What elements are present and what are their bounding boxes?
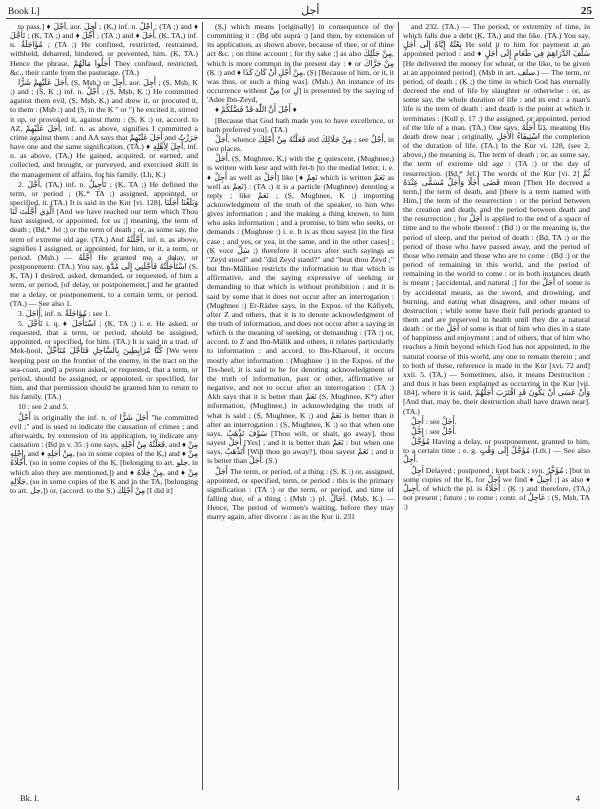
header-root-word: أجل — [301, 5, 320, 17]
running-header — [6, 4, 594, 19]
entry-paragraph: مُؤَجَّلٌ Having a delay, or postponement, granted to him, to a certain time ; e. g. مُؤَجَّلٌ إِلَى وَقْتٍ (Lth.) — See also أَجِلٌ. — [403, 437, 590, 465]
entry-paragraph: (Ṣ,) which means [originally] in consequence of thy committing it : (Bḍ ubi suprà :) [and then, by extension of its application, as shown above, because of thee, or of thine act &c. ; on thine account ; for thy sake ;] as also مِنْ جَلَلِكَ, which is more common in the present day : ♦ or مِنْ جَرَّاكَ (Ḳ :) and ♦ مِنْ أَجْلِ أَنْ كَانَ كَذَا, (Ṣ) [Because of him, or it, it was thus, or such a thing was]. (Mṣb.) An instance of its occurrence without مِنْ [or لِ] is presented by the saying of 'Adee Ibn-Zeyd, — [207, 22, 394, 105]
entry-paragraph: أَجَلٌ The term, or period, of a thing : (Ṣ, Ḳ :) or, assigned, appointed, or specified, term, or period : this is the primary signification : (TA :) or the term, or period, and time of falling due, of a thing : (Mṣb :) pl. آجَالٌ. (Mṣb, Ḳ.) — Hence, The period of women's waiting, before they may marry again, after divorce : as in the Ḳur ii. 231 — [207, 466, 394, 522]
entry-paragraph: [Because that God hath made you to have excellence, or hath preferred you]. (TA.) — [207, 115, 394, 134]
column-middle — [202, 22, 398, 790]
page-footer — [6, 793, 594, 803]
signature-number: 4 — [575, 793, 580, 803]
entry-paragraph: 5. تَأَجَّلَ i. q. ♦ اسْتَأْجَلَ ; (Ḳ, TA ;) i. e. He asked, or requested, that a term, or period, should be assigned, appointed, or specified, for him. (TA.) It is said in a trad. of Mek-ḥool, كُنَّا مُرَابِطِينَ بِالسَّاحِلِ فَتَأَجَّلَ مُتَأَجِّلٌ [We were keeping post on the frontier of the enemy, in the tract on the sea-coast, and] a person asked, or requested, that a term, or period, should be assigned, or appointed, or specified, for him, and that permission should be granted him to return to his family. (TA.) — [10, 319, 198, 402]
entry-paragraph: أَجِلٌ : see أَجَلْ. — [411, 416, 457, 426]
entry-paragraph: to pass.] ♦ أَجْلَ, aor. أَجِلَ ; (Ḳ,) inf. n. أَجْلٌ ; (TA ;) and ♦ تَأَجَّلَ ; (Ḳ, TA ;) and ♦ أُجِّلَ ; (TA ;) and ♦ أَجَلَ, (Ḳ, TA,) inf. n. مُؤَاجَلَةٌ ; (TA ;) He confined, restricted, restrained, withheld, debarred, hindered, or prevented, him. (Ḳ, TA.) Hence the phrase, أَجَلُوا مَالَهُمْ They confined, restricted, &c., their cattle from the pasturage. (TA.) — [10, 22, 198, 77]
header-book: Book I.] — [8, 7, 40, 17]
entry-paragraph: أَجَلَ عَلَيْهِمْ شَرًّا, (Ṣ, Mṣb,) or أَجِلَ, aor. أَجِلَ ; (Ṣ, Mṣb, Ḳ ;) and ; (Ṣ, Ḳ ;) inf. n. أَجْلٌ ; (Ṣ, Mṣb, Ḳ ;) He committed against them evil, (Ṣ, Mṣb, Ḳ,) and drew it, or procured it, to them : (Mṣb :) and (Ṣ, in the Ḳ " or ") he excited it, stirred it up, or provoked it, against them : (Ṣ, Ḳ :) or, accord. to AZ, أَجَلَ عَلَيْهِمْ, inf. n. as above, signifies I committed a crime against them : and AA says that أَجَلَ عَلَيْهِمْ and جَرَرْتُ have one and the same signification. (TA.) ♦ أَجِلَ لِأَهْلِهِ, inf. n. as above, (TA,) He gained, acquired, or earned, and collected, and brought, or purveyed, and exercised skill in the management of affairs, for his family. (Lh, Ḳ.) — [10, 77, 198, 179]
entry-paragraph: 3. أَاجَلَ, inf. n. مُؤَاجَلَةٌ : see 1. — [18, 308, 111, 318]
column-left — [6, 22, 202, 790]
entry-paragraph: and 232. (TA.) — The period, or extremity of time, in which falls due a debt (Ḳ, TA,) and the like. (TA.) You say, بِعْتُهُ إِيَّاهُ إِلَى أَجَلٍ He sold it to him for payment at an appointed period : and ♦ سَلَّفَ الدَّرَاهِمَ فِي طَعَامٍ إِلَى أَجَلٍ [He delivered the money for wheat, or the like, to be given at an appointed period]. (Mṣb in art. سلف.) — The term, or period, of death ; (Ḳ ;) the time in which God has eternally decreed the end of life by slaughter or otherwise : or, as some say, the whole duration of life : and its end : a man's life is the term of death : and death is the point at which it terminates : (Kull p. 17 :) the assigned, or appointed, period of the life of a man. (TA.) One says, دَنَا أَجَلُهُ, meaning His death drew near ; originally, اسْتِيفَاءُ الأَجَلِ the completion of the duration of life. (TA.) In the Ḳur vi. 128, (see 2, above,) the meaning is, The term of death ; or, as some say, the term of extreme old age : (TA :) or the day of resurrection. (Bḍ,* Jel.) The words of the Ḳur [vi. 2] ثُمَّ قَضَى أَجَلًا وَأَجَلٌ مُسَمًّى عِنْدَهُ mean [Then He decreed a term,] the term of death, and [there is a term named with Him,] the term of the resurrection : or the period between the creation and death, and the period between death and the resurrection ; for أَجَلٌ is applied to the end of a space of time and to the whole thereof : (Bḍ :) or the meaning is, the period of sleep, and the period of death : (Bḍ, TA :) or the period of those who have passed away, and the period of those who remain and those who are to come : (Bḍ :) or the period of remaining in this world, and the period of remaining in the world to come : or in both instances death is meant ; [accidental, and natural ;] for the أَجَلٌ of some is by accidental means, as the sword, and drowning, and burning, and eating what disagrees, and other means of destruction ; while some have their full periods granted to them and are preserved in health until they die a natural death : or the أَجَلٌ of some is that of him who dies in a state of happiness and enjoyment ; and of others, that of him who reaches a limit beyond which God has not appointed, in the natural course of this world, any one to remain therein ; and to both of these, reference is made in the Ḳur [xvi. 72 and] xxii. 5. (TA.) — Sometimes, also, it means Destruction : and thus it has been explained as occurring in the Ḳur [vii. 184], where it is said, وَأَنْ عَسَى أَنْ يَكُونَ قَدِ اقْتَرَبَ أَجَلُهُمْ [And that, may be, their destruction shall have drawn near]. (TA.) — [403, 22, 591, 416]
entry-paragraph: إِجْلٌ : see أَجْلٌ. — [411, 426, 457, 436]
entry-paragraph: ♦ أَجْلَ أَنَّ اللّٰهَ قَدْ فَضَّلَكُمْ ♦ — [215, 105, 297, 115]
entry-paragraph: 2. أَجَّلَ, (TA,) inf. n. تَأْجِيلٌ ; (Ḳ, TA ;) He defined the term, or period ; (Ḳ,* TA ;) assigned, appointed, or specified, it. (TA.) It is said in the Ḳur [vi. 128], وَبَلَغْنَا أَجَلَنَا الَّذِي أَجَّلْتَ لَنَا [And we have reached our term which Thou hast assigned, or appointed, for us ;] meaning, the term of death ; (Bḍ,* Jel ;) or the term of death ; or, as some say, the term of extreme old age. (TA.) And أَجَّلْتُهُ, inf. n. as above, signifies I assigned, or appointed, for him, or it, a term, or period. (Mṣb.) — أَجَّلَهُ He granted me a delay, or postponement. (TA.) You say, اسْتَأْجَلْتُهُ فَأَجَّلَنِي إِلَى مُدَّةٍ (Ṣ, Ḳ, TA) I desired, asked, demanded, or requested, of him a term, or period, [of delay, or postponement,] and he granted me a delay, or postponement, to a certain term, or period. (TA.) — See also 1. — [10, 179, 199, 308]
entry-paragraph: أَجَلْ, whence فَعَلْتُهُ مِنْ أَجْلِكَ and مِنْ جَلَالِكَ ; see أَجْلٌ, in two places. — [207, 134, 394, 154]
entry-paragraph: أَجْلٌ is originally the inf. n. of أَجَلَ شَرًّا "he committed evil ;" and is used to indicate the causation of crimes ; and afterwards, by extension of its application, to indicate any causation : (Bḍ in v. 35 :) one says, فَعَلْتُهُ مِنْ أَجْلِهِ, and ♦ مِنْ إِجْلِهِ, and ♦ مِنْ أَجَلِهِ, (so in some copies of the Ḳ,) and ♦ مِنْ أَجْلَاهُ, (so in some copies of the Ḳ, [belonging to art. جلو, in which also they are mentioned,]) and ♦ مِنْ جَلَاهُ, and ♦ مِنْ جَلَالِهِ, (so in some copies of the Ḳ and in the TA, [belonging to art. جل,]) or, (accord. to the Ṣ,) مِنْ أَجْلِكَ [I did it] — [10, 412, 199, 495]
signature-mark: Bk. I. — [20, 793, 40, 803]
page-number: 25 — [580, 5, 592, 17]
entry-paragraph: 10 : see 2 and 5. — [18, 402, 69, 412]
entry-paragraph: أَجَلْ, (Ṣ, Mughnee, Ḳ,) with the ج quiescent, (Mughnee,) is written with kesr and with fet-h [to the medial letter, i. e. ♦ أَجِلْ as well as أَجَلْ] like [♦ نَعِمْ which is written نَعَمْ as well as نَعِمْ] : (TA :) it is a particle (Mughnee) denoting a reply ; like نَعَمْ ; (Ṣ, Mughnee, Ḳ ;) importing acknowledgment of the truth of the speaker, to him who gives information ; and the making a thing known, to him who asks information ; and a promise, to him who seeks, or demands : (Mughnee :) i. e. It is as thou sayest [in the first case ; and yes, or yea, in the same, and in the other cases] ; (Ḳ voce سَلْ ;) therefore it occurs after such sayings as "Zeyd stood" and "did Zeyd stand?" and "beat thou Zeyd ;" but Ibn-Mâlikee restricts the information to that which is affirmative, and the saying expressive of seeking or demanding to that which is without prohibition : and it is said by some that it does not occur after an interrogation : (Mughnee :) Er-Rádee says, in the Expos. of the Káfiyeh, after Z and others, that it is to denote acknowledgment of the truth of information, and does not occur after a saying in which is the meaning of seeking, or demanding : (TA :) or, accord. to Z and Ibn-Málik and others, it relates particularly to information : and accord. to Ibn-Kharoof, it occurs mostly after information : (Mughnee :) in the Expos. of the Tes-heel, it is said to be for denoting acknowledgment of the truth of information, past or other, affirmative or negative, and not to occur after an interrogation : (TA :) Akh says that it is better than نَعَمْ (Ṣ, Mughnee, K*) after information, (Mughnee,) in acknowledging the truth of what is said ; (Ṣ, Mughnee, Ḳ ;) and نَعَمْ is better than it after an interrogation : (Ṣ, Mughnee, Ḳ :) so that when one says, سَوْفَ تَذْهَبُ [Thou wilt, or shalt, go away], thou sayest أَجَلْ [Yes] ; and it is better than نَعَمْ : but when one says, أَتَذْهَبُ [Wilt thou go away?], thou sayest نَعَمْ ; and it is better than أَجَلْ. (Ṣ.) — [207, 154, 394, 466]
text-columns — [6, 22, 594, 790]
entry-paragraph: آجِلٌ Delayed ; postponed ; kept back ; syn. مُؤَخَّرٌ ; [but in some copies of the Ḳ, for آجِلٌ we find ♦ أَجِيلٌ ;] as also ♦ أَجِيلٌ, of which the pl. is أُجَلَاءُ : (Ḳ :) and therefore, (TA,) not present ; future ; to come ; contr. of عَاجِلٌ : (Ṣ, Mṣb, TA :) — [403, 465, 590, 512]
column-right — [398, 22, 594, 790]
